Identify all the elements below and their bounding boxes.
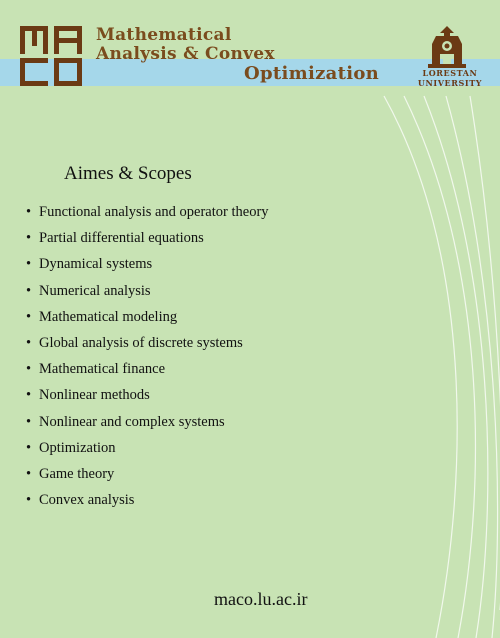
topics-list — [26, 202, 269, 516]
topic-label: Nonlinear methods — [39, 387, 150, 404]
university-emblem-icon — [424, 24, 470, 70]
list-item — [26, 412, 269, 438]
bullet: • — [26, 492, 32, 509]
bullet: • — [26, 361, 32, 378]
topic-label: Dynamical systems — [39, 256, 153, 273]
list-item — [26, 307, 269, 333]
list-item — [26, 490, 269, 516]
list-item — [26, 281, 269, 307]
aims-scopes-heading: Aimes & Scopes — [64, 163, 192, 184]
journal-title-line-2: Analysis & Convex — [96, 44, 275, 64]
topic-label: Mathematical finance — [39, 361, 166, 378]
list-item — [26, 385, 269, 411]
list-item — [26, 202, 269, 228]
university-name-line-1: LORESTAN — [422, 68, 478, 78]
university-name-line-2: UNIVERSITY — [417, 78, 483, 88]
journal-title-line-3: Optimization — [244, 63, 380, 84]
bullet: • — [26, 230, 32, 247]
topic-label: Nonlinear and complex systems — [39, 413, 225, 430]
bullet: • — [26, 387, 32, 404]
bullet: • — [26, 308, 32, 325]
list-item — [26, 438, 269, 464]
list-item — [26, 228, 269, 254]
bullet: • — [26, 439, 32, 456]
list-item — [26, 464, 269, 490]
bullet: • — [26, 204, 32, 220]
bullet: • — [26, 413, 32, 430]
topic-label: Global analysis of discrete systems — [39, 334, 243, 351]
topic-label: Numerical analysis — [39, 282, 151, 299]
bullet: • — [26, 256, 32, 273]
topic-label: Mathematical modeling — [39, 308, 178, 325]
university-name — [412, 68, 488, 88]
maco-logo — [18, 24, 84, 88]
topic-label: Optimization — [39, 439, 116, 456]
topic-label: Convex analysis — [39, 492, 135, 509]
bullet: • — [26, 334, 32, 351]
topic-label: Functional analysis and operator theory — [39, 204, 269, 220]
list-item — [26, 359, 269, 385]
journal-title-line-1: Mathematical — [96, 25, 232, 45]
topic-label: Game theory — [39, 465, 115, 482]
list-item — [26, 333, 269, 359]
journal-website-link[interactable]: maco.lu.ac.ir — [214, 589, 308, 609]
bullet: • — [26, 282, 32, 299]
topic-label: Partial differential equations — [39, 230, 204, 247]
list-item — [26, 254, 269, 280]
bullet: • — [26, 465, 32, 482]
